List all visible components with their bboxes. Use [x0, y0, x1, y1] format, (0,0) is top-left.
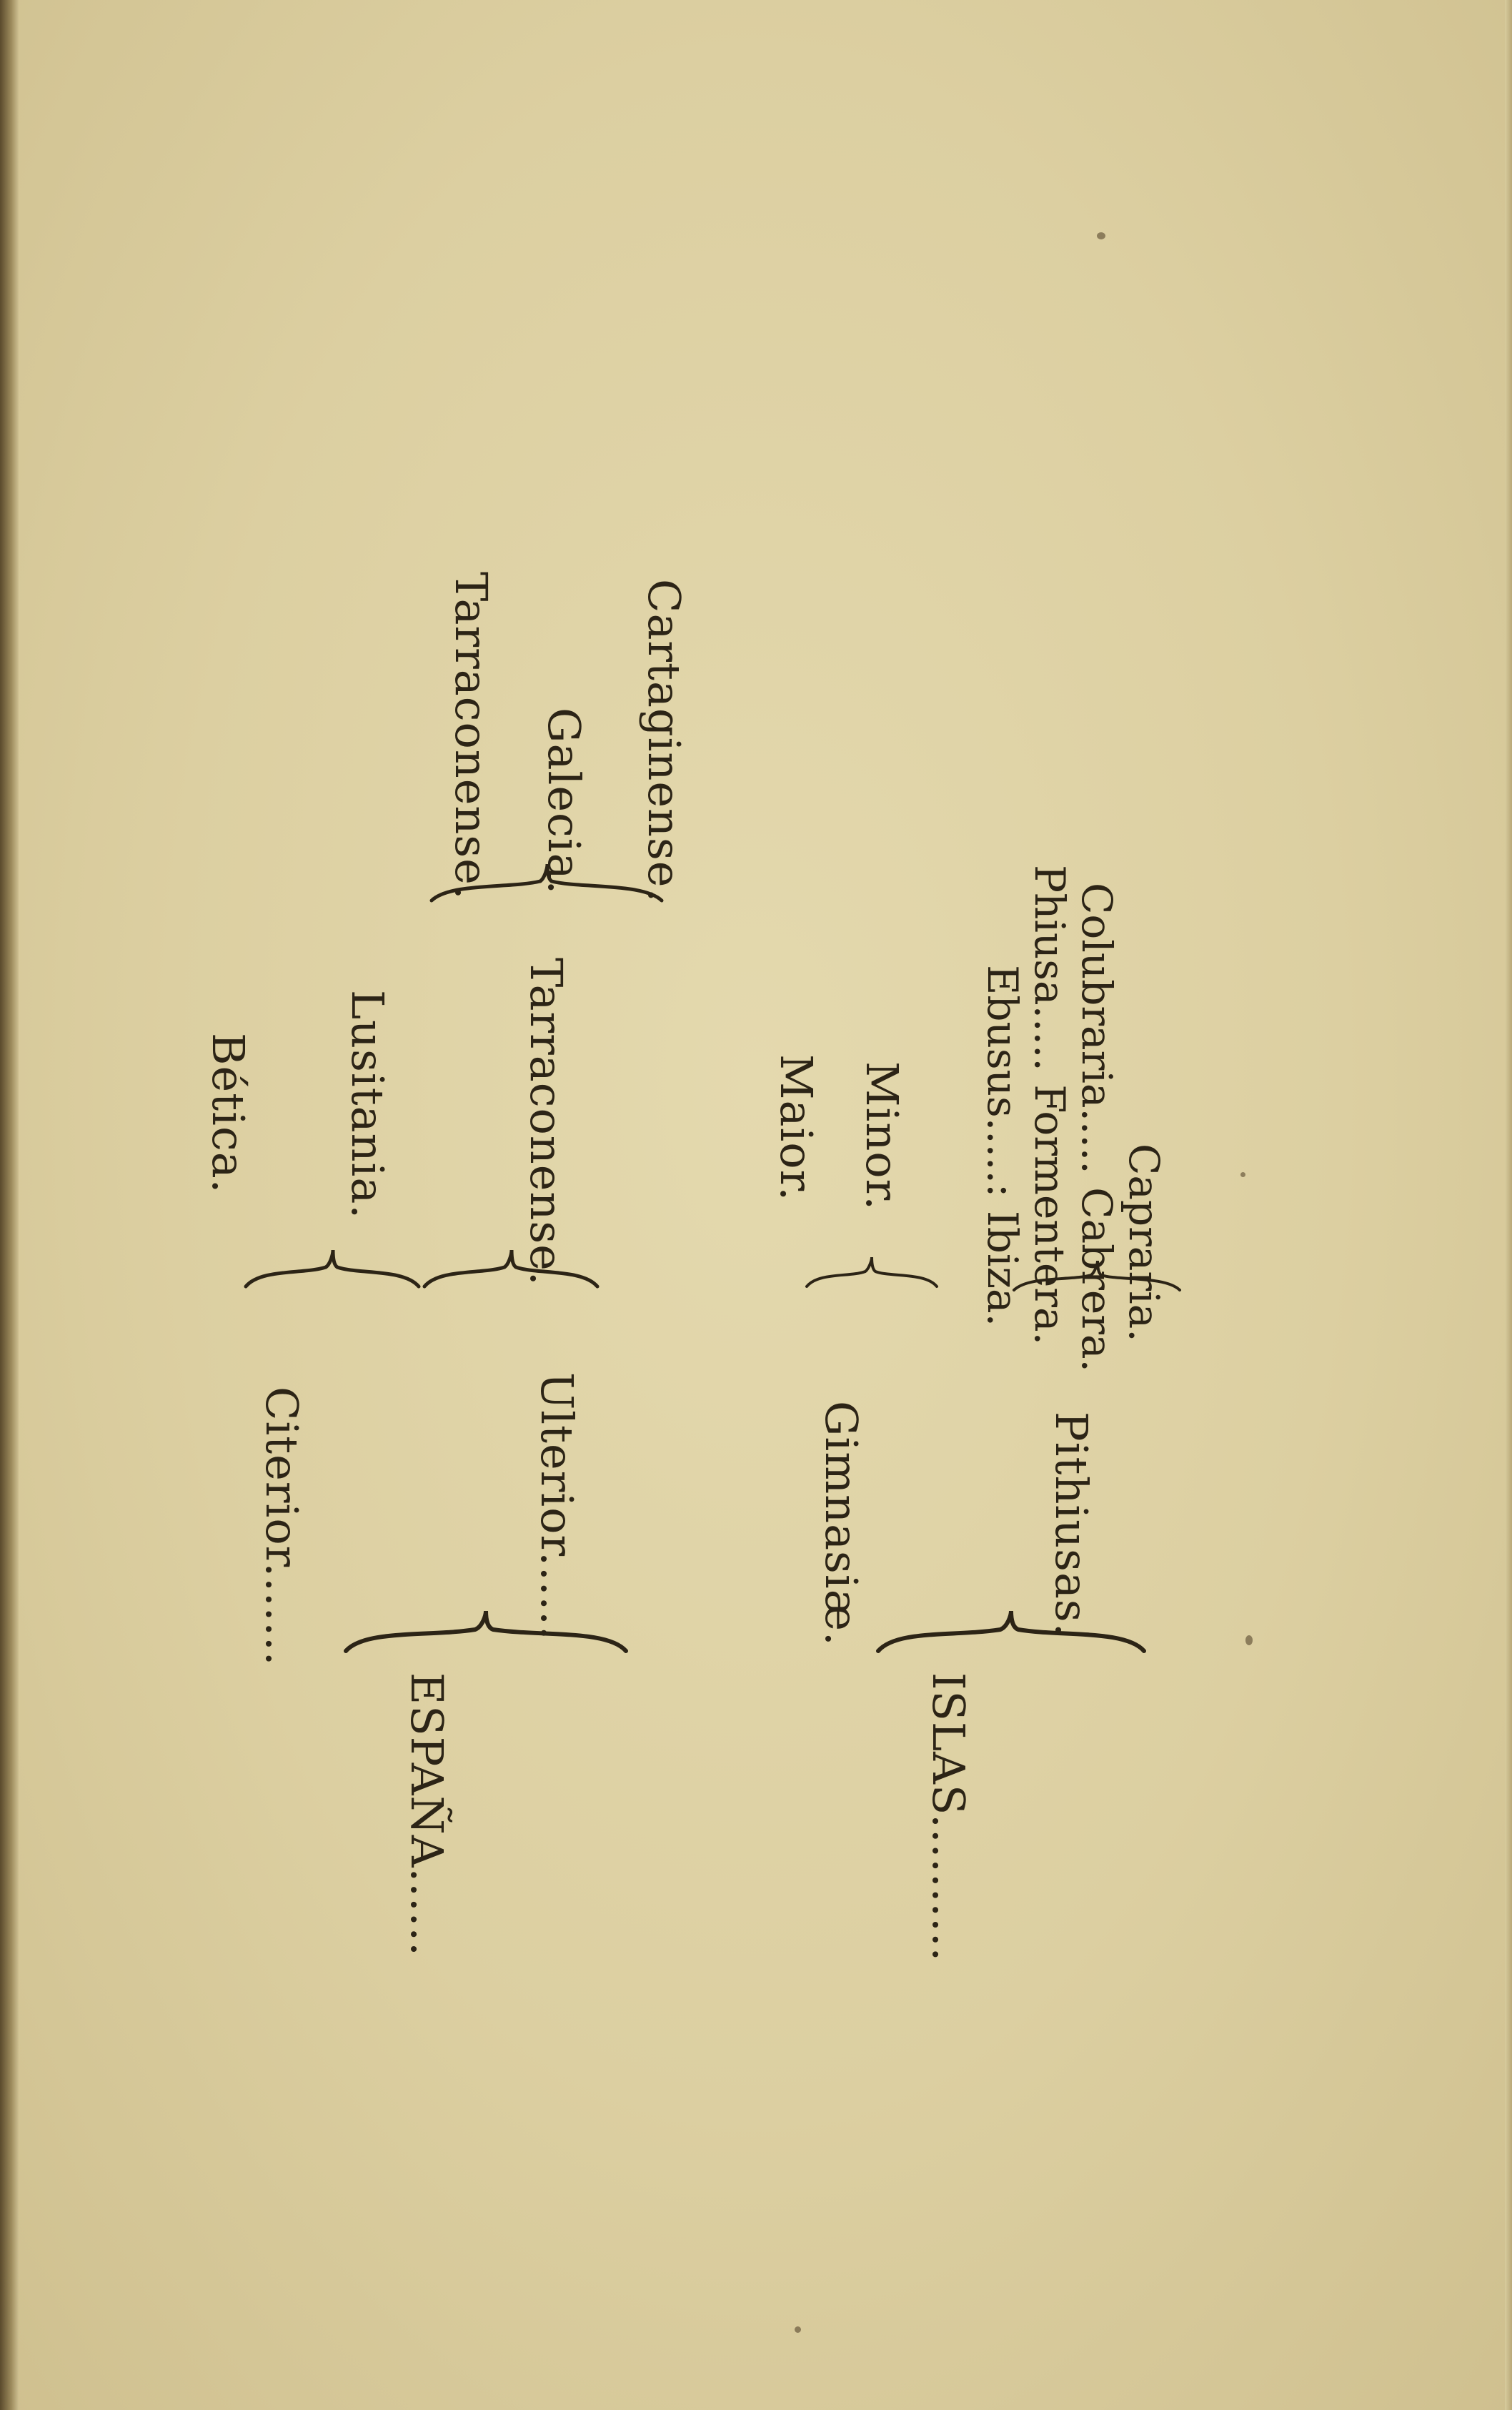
ulterior-brace [422, 1247, 600, 1297]
citerior-brace [243, 1247, 422, 1297]
pithiusas-item-phiusa: Phiusa..... Formentera. [1025, 865, 1074, 1346]
citerior-item-betica: Bética. [202, 1033, 254, 1194]
tarraconense-item-cartaginense: Cartaginense. [638, 579, 690, 903]
islas-brace [875, 1608, 1147, 1665]
stain-mark [795, 2326, 801, 2333]
islas-label: ISLAS.......... [922, 1672, 975, 1963]
espana-label: ESPAÑA...... [401, 1672, 453, 1957]
pithiusas-item-ebusus: Ebusus.....: Ibiza. [978, 965, 1027, 1327]
page-edge [1505, 0, 1512, 2410]
pithiusas-item-colubraria: Colubraria..... Cabrera. [1073, 883, 1121, 1372]
citerior-label: Citerior....... [256, 1387, 308, 1667]
espana-brace [343, 1608, 629, 1665]
gimnasiae-label: Gimnasiæ. [815, 1401, 867, 1647]
gimnasiae-item-minor: Minor. [856, 1061, 908, 1211]
pithiusas-item-capraria: Capraria. [1120, 1144, 1168, 1342]
book-spine [0, 0, 19, 2410]
citerior-item-lusitania: Lusitania. [342, 990, 394, 1220]
tarraconense-item-galecia: Galecia. [538, 708, 590, 896]
tarraconense-item-tarraconense: Tarraconense. [445, 572, 497, 901]
tarraconense-label: Tarraconense. [520, 958, 572, 1286]
gimnasiae-item-maior: Maior. [770, 1054, 822, 1202]
pithiusas-label: Pithiusas. [1045, 1412, 1098, 1638]
rotated-table [202, 143, 1300, 1963]
ulterior-label: Ulterior...... [531, 1372, 583, 1641]
gimnasiae-brace [804, 1254, 940, 1297]
